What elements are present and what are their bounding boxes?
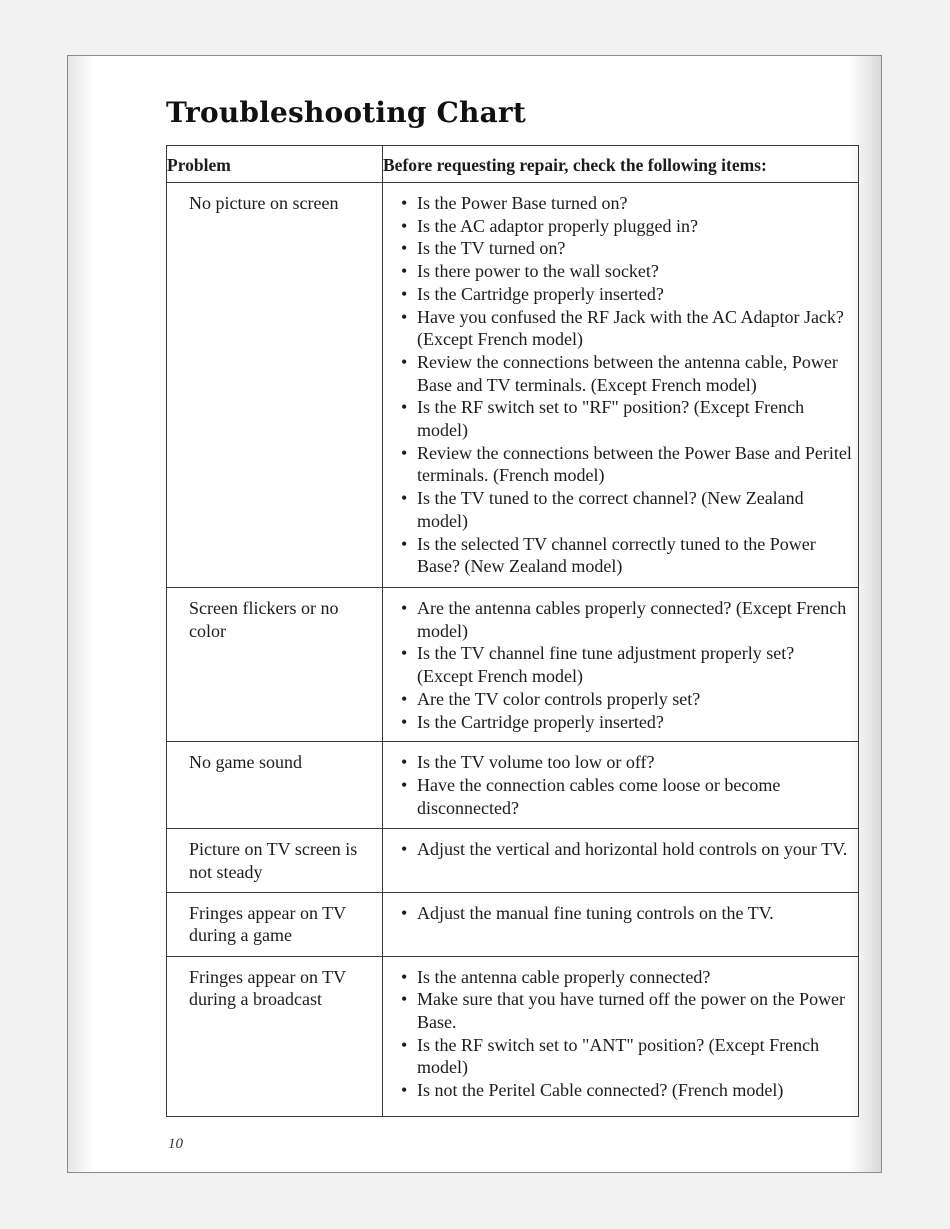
list-item: • Is the TV turned on? [399, 237, 854, 260]
checks-cell [383, 829, 859, 892]
check-list [399, 597, 854, 733]
problem-cell: Screen flickers or no color [167, 588, 383, 742]
page-number: 10 [168, 1136, 183, 1152]
troubleshooting-table [166, 145, 859, 1117]
list-item: • Is the AC adaptor properly plugged in? [399, 215, 854, 238]
checks-cell [383, 588, 859, 742]
table-row [167, 742, 859, 829]
problem-cell: Picture on TV screen is not steady [167, 829, 383, 892]
list-item: • Have you confused the RF Jack with the AC Adaptor Jack? (Except French model) [399, 306, 854, 351]
problem-cell: Fringes appear on TV during a game [167, 892, 383, 956]
list-item: • Is not the Peritel Cable connected? (French model) [399, 1079, 854, 1102]
checks-cell [383, 892, 859, 956]
table-row [167, 588, 859, 742]
manual-page [67, 55, 882, 1173]
problem-cell: Fringes appear on TV during a broadcast [167, 956, 383, 1116]
list-item: • Review the connections between the antenna cable, Power Base and TV terminals. (Except French model) [399, 351, 854, 396]
table-row [167, 892, 859, 956]
list-item: • Is the TV tuned to the correct channel? (New Zealand model) [399, 487, 854, 532]
list-item: • Is the RF switch set to "ANT" position? (Except French model) [399, 1034, 854, 1079]
problem-cell: No game sound [167, 742, 383, 829]
list-item: • Is the TV volume too low or off? [399, 751, 854, 774]
list-item: • Is there power to the wall socket? [399, 260, 854, 283]
list-item: • Adjust the manual fine tuning controls on the TV. [399, 902, 854, 925]
list-item: • Is the RF switch set to "RF" position? (Except French model) [399, 396, 854, 441]
check-list [399, 902, 854, 925]
table-row [167, 956, 859, 1116]
list-item: • Have the connection cables come loose or become disconnected? [399, 774, 854, 819]
table-row [167, 829, 859, 892]
list-item: • Is the selected TV channel correctly tuned to the Power Base? (New Zealand model) [399, 533, 854, 578]
header-checks: Before requesting repair, check the following items: [383, 146, 859, 183]
list-item: • Is the TV channel fine tune adjustment properly set? (Except French model) [399, 642, 854, 687]
checks-cell [383, 956, 859, 1116]
list-item: • Make sure that you have turned off the power on the Power Base. [399, 988, 854, 1033]
check-list [399, 192, 854, 578]
list-item: • Are the TV color controls properly set? [399, 688, 854, 711]
checks-cell [383, 742, 859, 829]
list-item: • Is the Power Base turned on? [399, 192, 854, 215]
table-header-row [167, 146, 859, 183]
list-item: • Is the Cartridge properly inserted? [399, 711, 854, 734]
list-item: • Is the antenna cable properly connected? [399, 966, 854, 989]
list-item: • Adjust the vertical and horizontal hold controls on your TV. [399, 838, 854, 861]
problem-cell: No picture on screen [167, 183, 383, 588]
page-title: Troubleshooting Chart [166, 96, 527, 129]
list-item: • Review the connections between the Power Base and Peritel terminals. (French model) [399, 442, 854, 487]
list-item: • Are the antenna cables properly connected? (Except French model) [399, 597, 854, 642]
list-item: • Is the Cartridge properly inserted? [399, 283, 854, 306]
check-list [399, 838, 854, 861]
page-binding-shadow [68, 56, 94, 1172]
check-list [399, 751, 854, 819]
checks-cell [383, 183, 859, 588]
header-problem: Problem [167, 146, 383, 183]
check-list [399, 966, 854, 1102]
table-row [167, 183, 859, 588]
